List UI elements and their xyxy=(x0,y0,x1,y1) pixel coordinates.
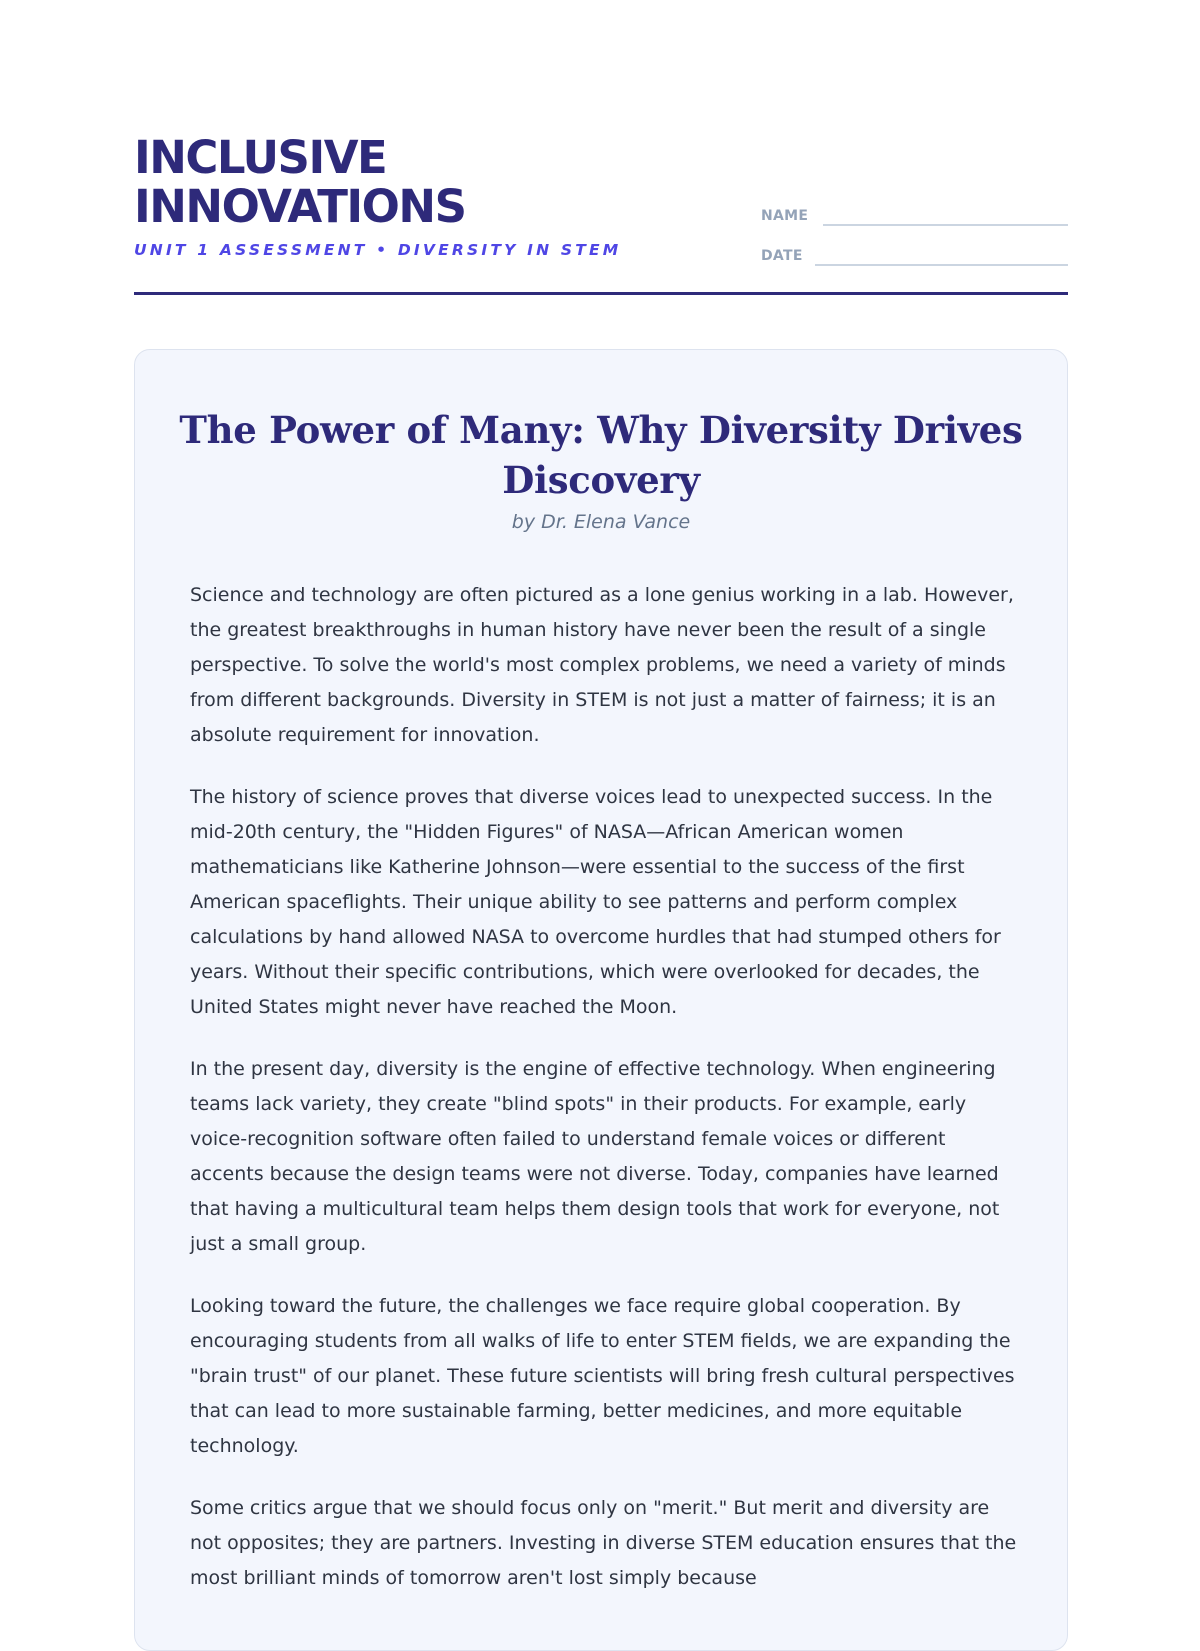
header-divider xyxy=(134,292,1068,295)
article-paragraph-4: Looking toward the future, the challenges we face require global cooperation. By encouraging students from all walks of life to enter STEM fields, we are expanding the "brain trust" of our planet. These future scientists will bring fresh cultural perspectives that can lead to more sustainable farming, better medicines, and more equitable technology. xyxy=(190,1295,1015,1457)
name-label: NAME xyxy=(761,208,809,224)
worksheet-header xyxy=(134,133,1068,295)
date-input-line[interactable] xyxy=(815,264,1068,266)
article-paragraph-2: The history of science proves that diverse voices lead to unexpected success. In the mid-20th century, the "Hidden Figures" of NASA—African American women mathematicians like Katherine Johnson—were essential to the success of the first American spaceflights. Their unique ability to see patterns and perform complex calculations by hand allowed NASA to overcome hurdles that had stumped others for years. Without their specific contributions, which were overlooked for decades, the United States might never have reached the Moon. xyxy=(190,786,1001,1018)
article-card xyxy=(134,349,1068,1651)
article-body xyxy=(190,578,1020,1623)
name-field[interactable] xyxy=(761,202,1068,226)
brand-title xyxy=(134,133,465,231)
article-byline: by Dr. Elena Vance xyxy=(511,511,691,533)
name-input-line[interactable] xyxy=(823,224,1068,226)
brand-title-line-2: INNOVATIONS xyxy=(134,180,466,233)
article-paragraph-1: Science and technology are often pictured as a lone genius working in a lab. However, the greatest breakthroughs in human history have never been the result of a single perspective. To solve the world's most complex problems, we need a variety of minds from different backgrounds. Diversity in STEM is not just a matter of fairness; it is an absolute requirement for innovation. xyxy=(190,584,1014,746)
unit-subtitle: UNIT 1 ASSESSMENT • DIVERSITY IN STEM xyxy=(134,241,622,259)
article-paragraph-3: In the present day, diversity is the engine of effective technology. When engineering teams lack variety, they create "blind spots" in their products. For example, early voice-recognition software often failed to understand female voices or different accents because the design teams were not diverse. Today, companies have learned that having a multicultural team helps them design tools that work for everyone, not just a small group. xyxy=(190,1058,1000,1255)
article-paragraph-5: Some critics argue that we should focus only on "merit." But merit and diversity are not opposites; they are partners. Investing in diverse STEM education ensures that the most brilliant minds of tomorrow aren't lost simply because xyxy=(190,1497,1017,1589)
date-label: DATE xyxy=(761,248,803,264)
article-title: The Power of Many: Why Diversity Drives Discovery xyxy=(179,408,1023,502)
brand-title-line-1: INCLUSIVE xyxy=(134,131,387,184)
date-field[interactable] xyxy=(761,242,1068,266)
